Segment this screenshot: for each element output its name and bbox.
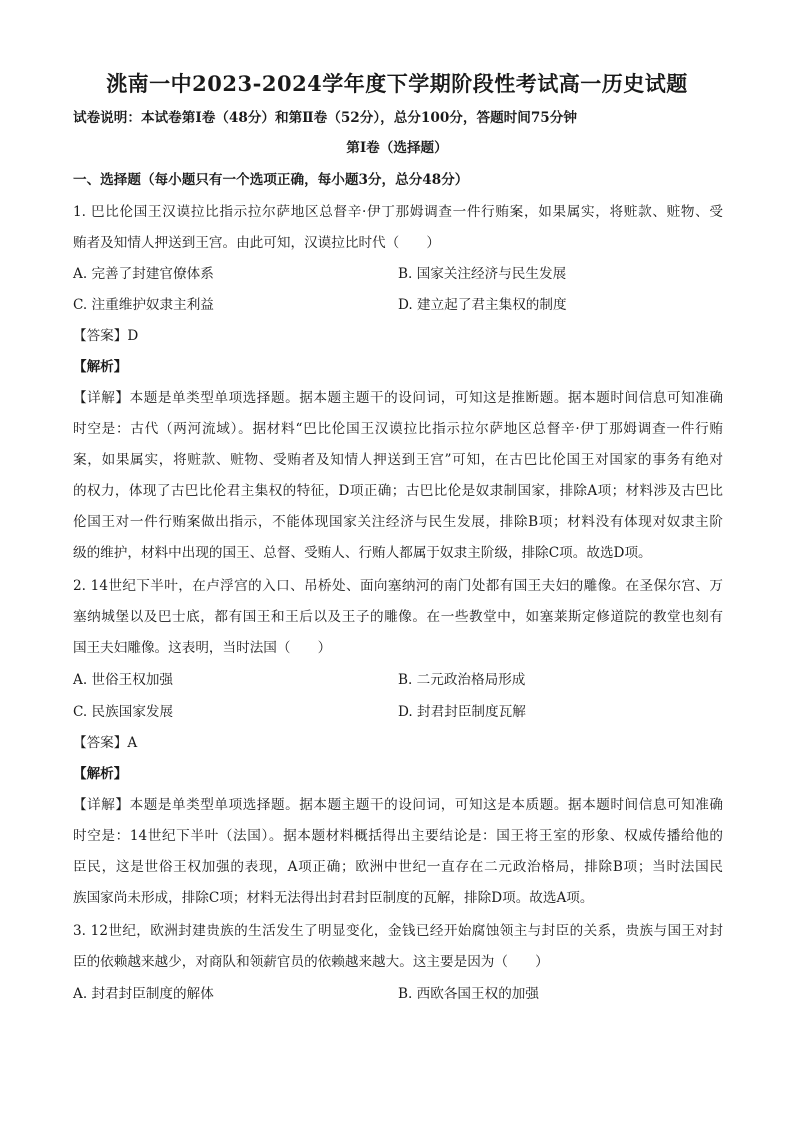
q2-analysis-label: 【解析】 [73, 766, 128, 782]
q2-detail-line-4: 族国家尚未形成，排除C项；材料无法得出封君封臣制度的瓦解，排除D项。故选A项。 [73, 890, 594, 906]
exam-title: 洮南一中2023-2024学年度下学期阶段性考试高一历史试题 [106, 71, 688, 96]
q2-detail-line-2: 时空是：14世纪下半叶（法国）。据本题材料概括得出主要结论是：国王将王室的形象、权威传播给他的 [73, 828, 723, 844]
q1-answer: 【答案】D [73, 328, 139, 344]
q3-option-a: A. 封君封臣制度的解体 [73, 986, 214, 1002]
exam-instructions: 试卷说明：本试卷第Ⅰ卷（48分）和第Ⅱ卷（52分），总分100分，答题时间75分钟 [73, 110, 577, 126]
q1-detail-line-2: 时空是：古代（两河流域）。据材料“巴比伦国王汉谟拉比指示拉尔萨地区总督辛·伊丁那姆调查一件行贿 [73, 421, 723, 437]
volume-title: 第Ⅰ卷（选择题） [346, 140, 448, 156]
q2-stem-line-3: 国王夫妇雕像。这表明，当时法国（ ） [73, 640, 332, 656]
q2-option-a: A. 世俗王权加强 [73, 672, 174, 688]
q2-option-b: B. 二元政治格局形成 [398, 672, 526, 688]
q1-analysis-label: 【解析】 [73, 359, 128, 375]
q1-detail-line-1: 【详解】本题是单类型单项选择题。据本题主题干的设问词，可知这是推断题。据本题时间信息可知准确 [73, 390, 723, 406]
q2-stem-line-1: 2. 14世纪下半叶，在卢浮宫的入口、吊桥处、面向塞纳河的南门处都有国王夫妇的雕像。在圣保尔宫、万 [73, 578, 723, 594]
q2-option-d: D. 封君封臣制度瓦解 [398, 704, 526, 720]
q1-option-d: D. 建立起了君主集权的制度 [398, 297, 567, 313]
q1-option-b: B. 国家关注经济与民生发展 [398, 266, 567, 282]
q1-stem-line-2: 贿者及知情人押送到王宫。由此可知，汉谟拉比时代（ ） [73, 235, 441, 251]
q1-detail-line-5: 伦国王对一件行贿案做出指示，不能体现国家关注经济与民生发展，排除B项；材料没有体现对奴隶主阶 [73, 514, 723, 530]
q1-stem-line-1: 1. 巴比伦国王汉谟拉比指示拉尔萨地区总督辛·伊丁那姆调查一件行贿案，如果属实，将赃款、赃物、受 [73, 204, 723, 220]
q3-stem-line-1: 3. 12世纪，欧洲封建贵族的生活发生了明显变化，金钱已经开始腐蚀领主与封臣的关系，贵族与国王对封 [73, 923, 723, 939]
section-title: 一、选择题（每小题只有一个选项正确，每小题3分，总分48分） [73, 172, 469, 188]
q2-detail-line-3: 臣民，这是世俗王权加强的表现，A项正确；欧洲中世纪一直存在二元政治格局，排除B项；当时法国民 [73, 859, 723, 875]
q1-detail-line-3: 案，如果属实，将赃款、赃物、受贿者及知情人押送到王宫”可知，在古巴比伦国王对国家的事务有绝对 [73, 452, 723, 468]
q3-option-b: B. 西欧各国王权的加强 [398, 986, 539, 1002]
q1-detail-line-4: 的权力，体现了古巴比伦君主集权的特征，D项正确；古巴比伦是奴隶制国家，排除A项；材料涉及古巴比 [73, 483, 723, 499]
q1-option-a: A. 完善了封建官僚体系 [73, 266, 214, 282]
q1-detail-line-6: 级的维护，材料中出现的国王、总督、受贿人、行贿人都属于奴隶主阶级，排除C项。故选D项。 [73, 545, 652, 561]
q2-answer: 【答案】A [73, 735, 138, 751]
q2-detail-line-1: 【详解】本题是单类型单项选择题。据本题主题干的设问词，可知这是本质题。据本题时间信息可知准确 [73, 797, 723, 813]
q1-option-c: C. 注重维护奴隶主利益 [73, 297, 214, 313]
q3-stem-line-2: 臣的依赖越来越少，对商队和领薪官员的依赖越来越大。这主要是因为（ ） [73, 954, 549, 970]
q2-stem-line-2: 塞纳城堡以及巴士底，都有国王和王后以及王子的雕像。在一些教堂中，如塞莱斯定修道院的教堂也刻有 [73, 609, 723, 625]
q2-option-c: C. 民族国家发展 [73, 704, 174, 720]
